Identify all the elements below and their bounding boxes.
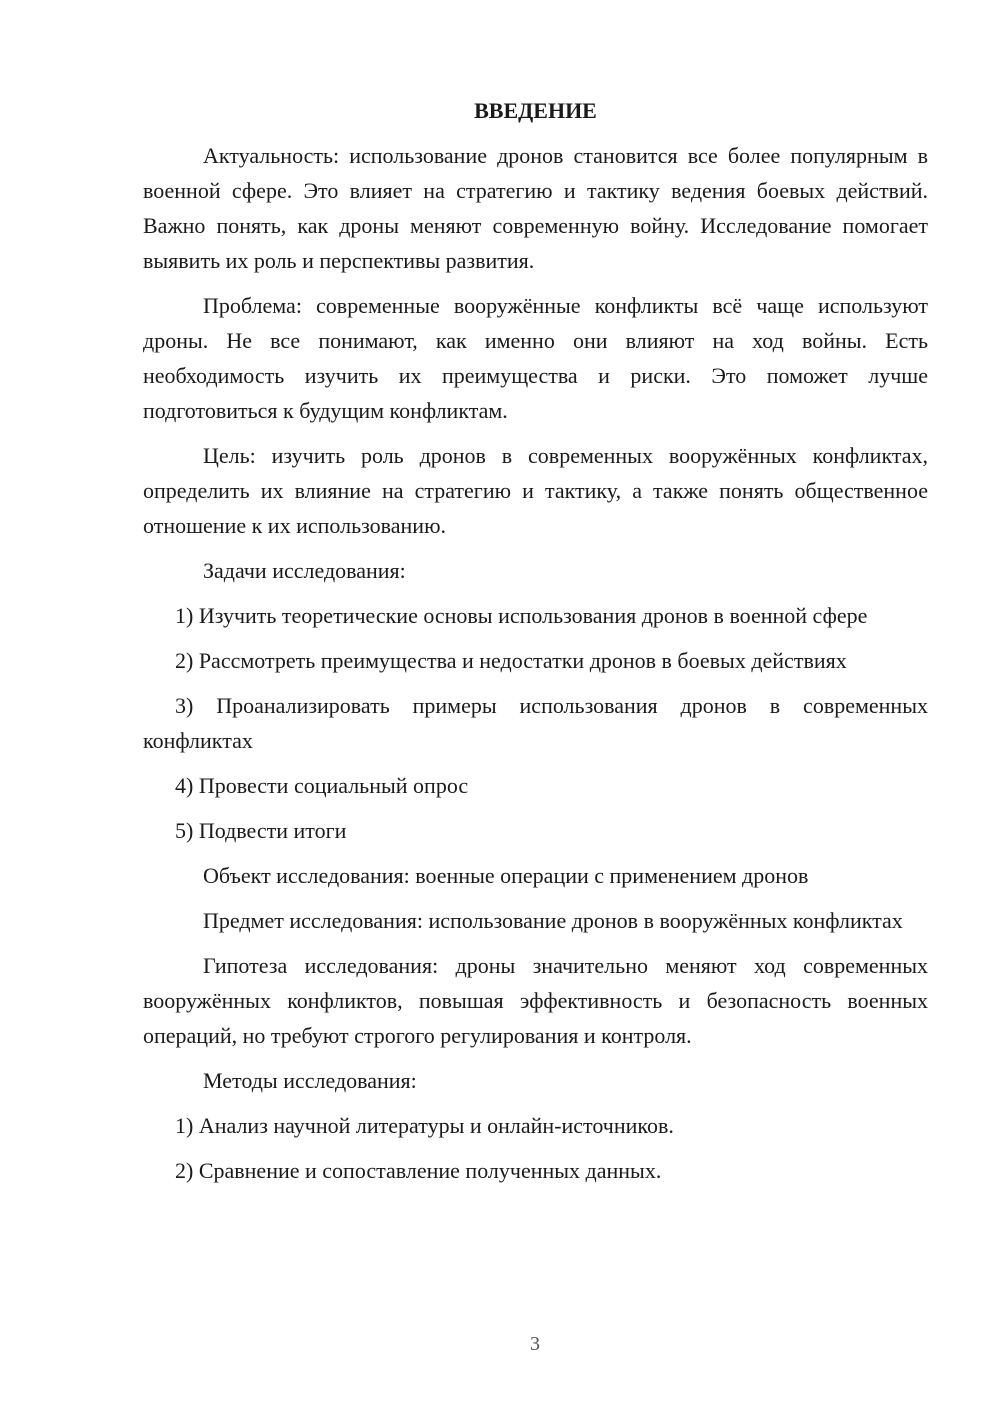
paragraph-hypothesis: Гипотеза исследования: дроны значительно меняют ход современных вооружённых конфликтов, повышая эффективность и безопасность военных операций, но требуют строгого регулирования и контроля.: [143, 953, 928, 1048]
paragraph-object: Объект исследования: военные операции с применением дронов: [203, 863, 809, 888]
methods-heading: Методы исследования:: [203, 1068, 417, 1093]
task-item-5: 5) Подвести итоги: [175, 818, 347, 843]
method-item-1: 1) Анализ научной литературы и онлайн-источников.: [175, 1113, 674, 1138]
page-number: 3: [530, 1333, 540, 1355]
paragraph-relevance: Актуальность: использование дронов становится все более популярным в военной сфере. Это влияет на стратегию и тактику ведения боевых действий. Важно понять, как дроны меняют современную войну. Исследование помогает выявить их роль и перспективы развития.: [143, 143, 928, 273]
task-item-2: 2) Рассмотреть преимущества и недостатки дронов в боевых действиях: [175, 648, 847, 673]
task-item-3: 3) Проанализировать примеры использования дронов в современных конфликтах: [143, 693, 928, 753]
section-title: ВВЕДЕНИЕ: [474, 98, 597, 123]
method-item-2: 2) Сравнение и сопоставление полученных данных.: [175, 1158, 662, 1183]
paragraph-problem: Проблема: современные вооружённые конфликты всё чаще используют дроны. Не все понимают, как именно они влияют на ход войны. Есть необходимость изучить их преимущества и риски. Это поможет лучше подготовиться к будущим конфликтам.: [143, 293, 928, 423]
paragraph-goal: Цель: изучить роль дронов в современных вооружённых конфликтах, определить их влияние на стратегию и тактику, а также понять общественное отношение к их использованию.: [143, 443, 928, 538]
paragraph-subject: Предмет исследования: использование дронов в вооружённых конфликтах: [203, 908, 903, 933]
page-content: [143, 93, 928, 1198]
task-item-4: 4) Провести социальный опрос: [175, 773, 469, 798]
task-item-1: 1) Изучить теоретические основы использования дронов в военной сфере: [175, 603, 868, 628]
tasks-heading: Задачи исследования:: [203, 558, 406, 583]
